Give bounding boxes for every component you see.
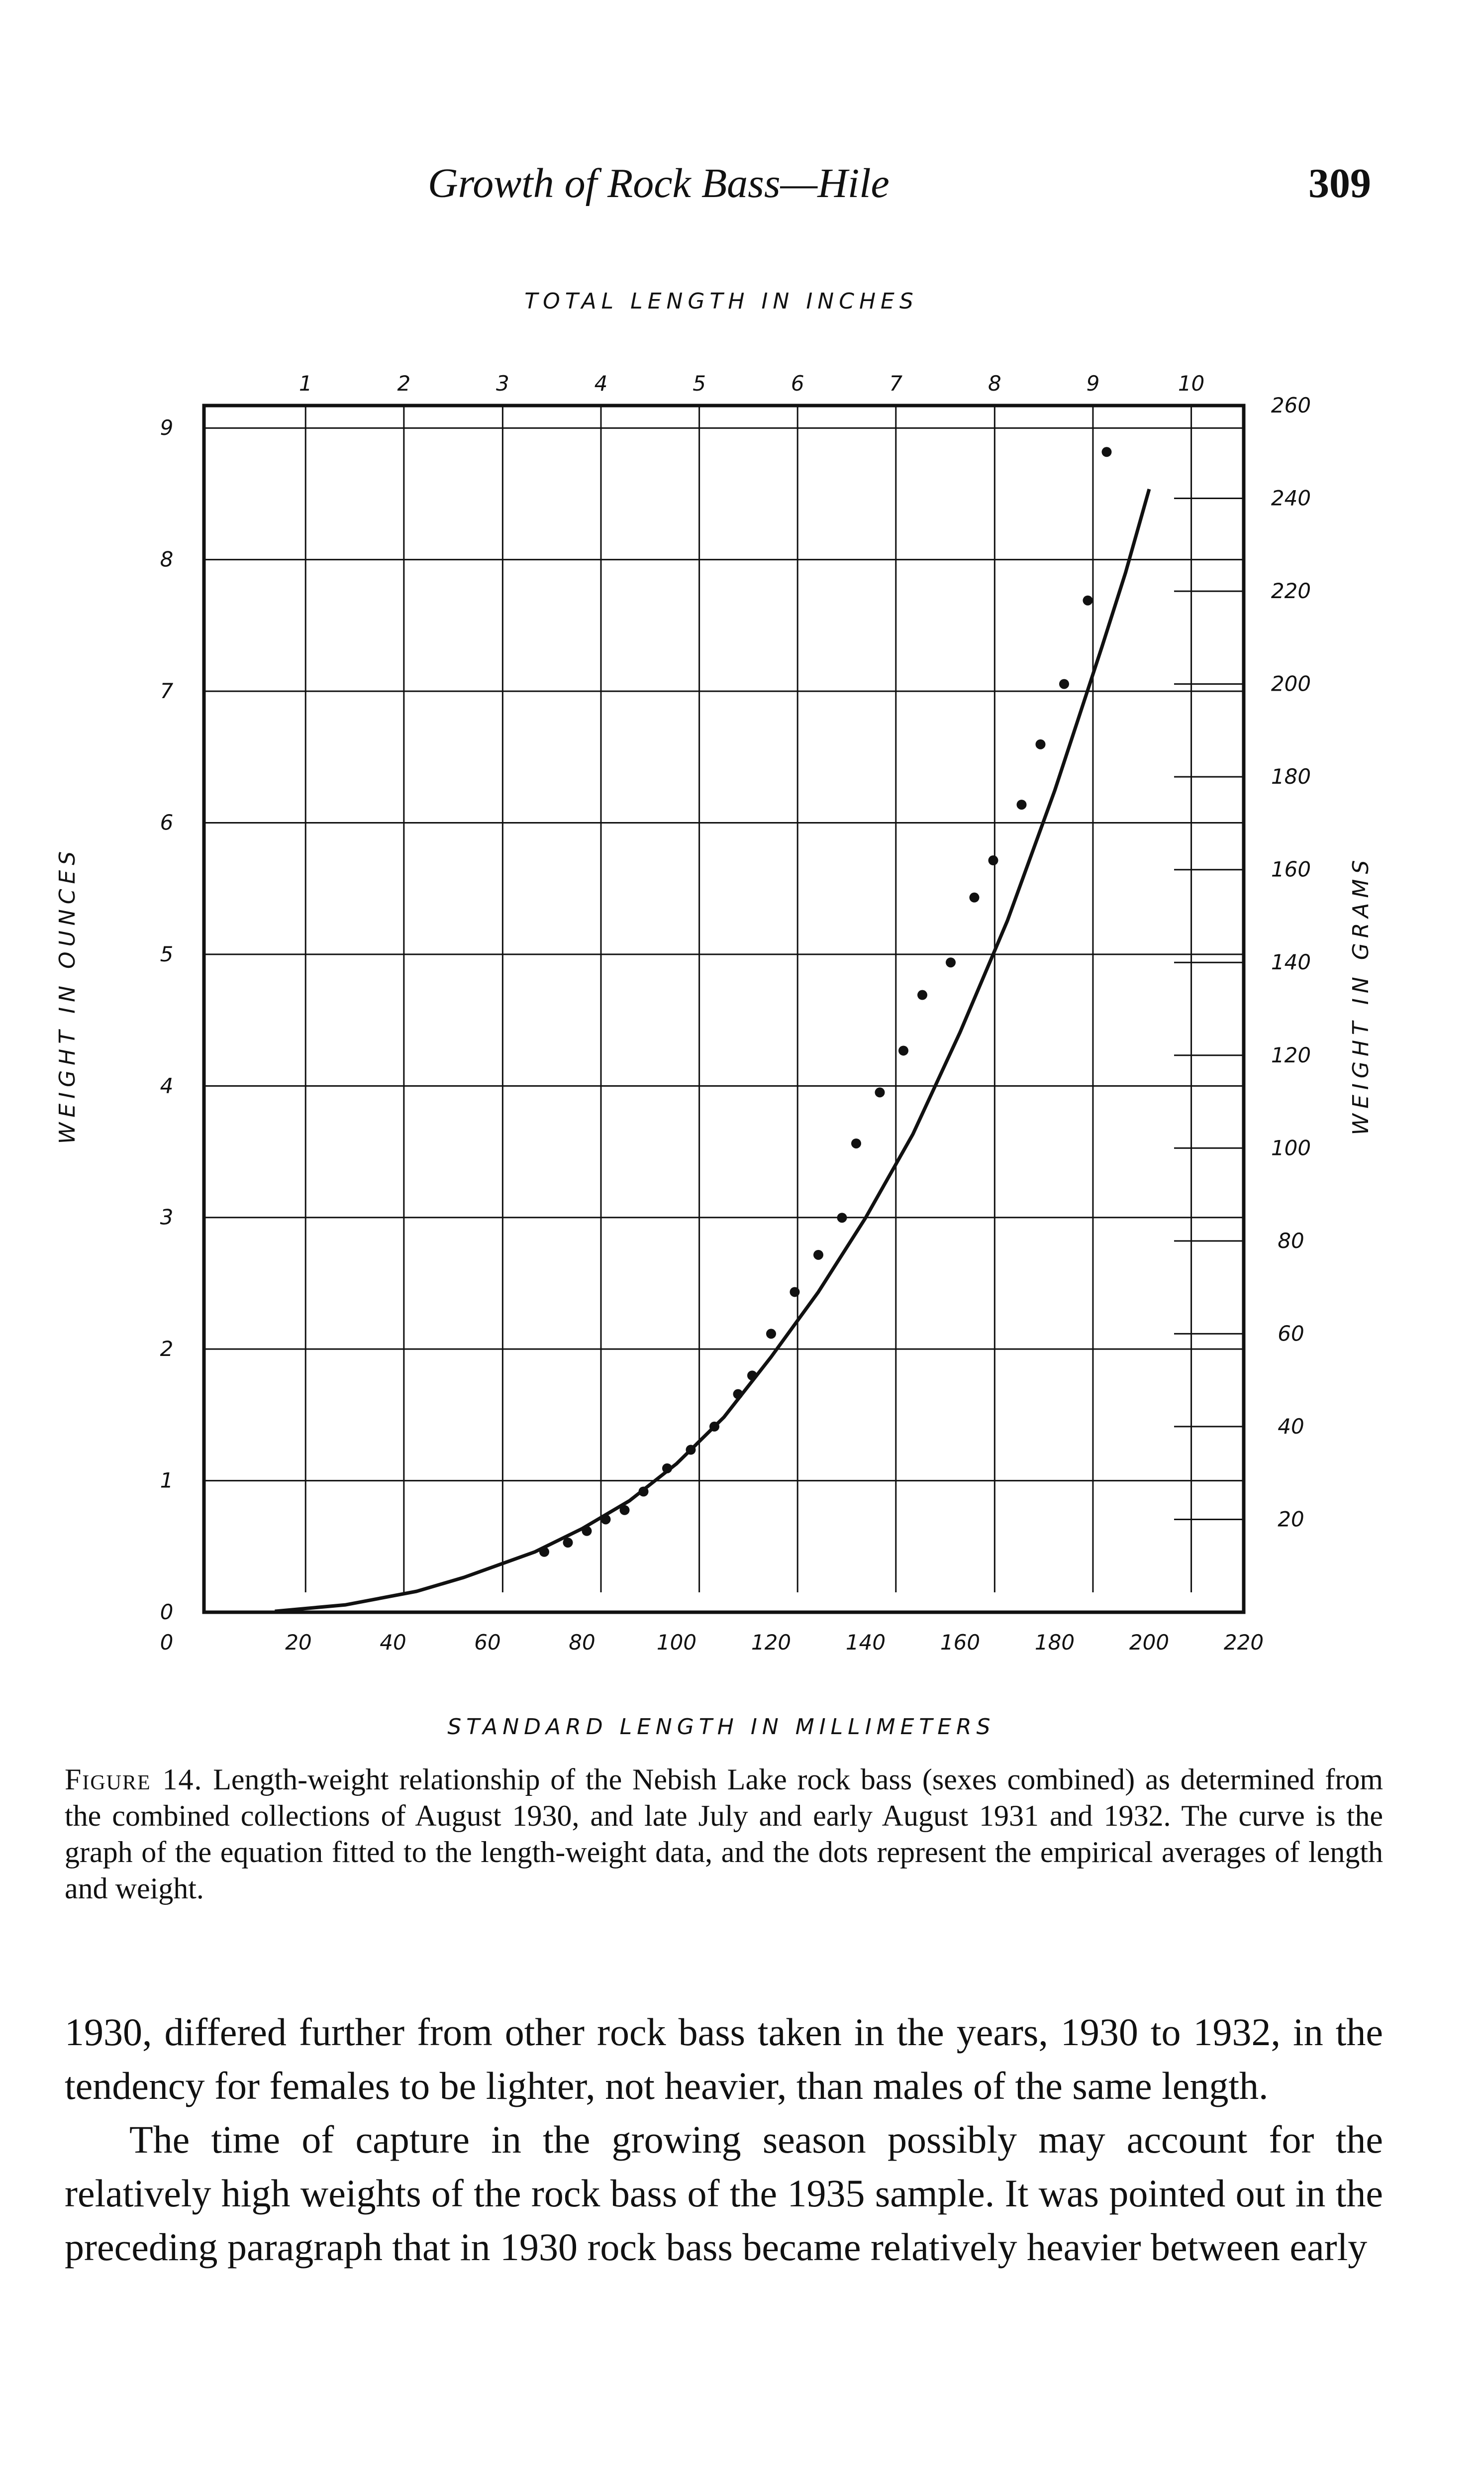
top-tick-label: 9 [1086, 371, 1100, 396]
right-tick-label: 40 [1278, 1414, 1304, 1439]
plot-frame [204, 406, 1244, 1612]
data-point [601, 1514, 611, 1524]
data-point [747, 1370, 757, 1380]
top-tick-label: 7 [889, 371, 903, 396]
top-tick-label: 2 [397, 371, 411, 396]
bottom-tick-label: 180 [1034, 1630, 1075, 1655]
bottom-tick-label: 100 [656, 1630, 697, 1655]
data-point [709, 1422, 719, 1432]
data-point [790, 1287, 800, 1297]
tick-labels-group [160, 371, 1311, 1655]
data-point [620, 1505, 630, 1515]
left-tick-label: 6 [160, 810, 174, 835]
data-point [970, 893, 980, 903]
right-tick-label: 220 [1271, 579, 1311, 604]
bottom-tick-label: 20 [285, 1630, 312, 1655]
left-tick-label: 7 [160, 679, 174, 704]
chart-grid [204, 406, 1244, 1592]
right-tick-label: 20 [1278, 1507, 1304, 1532]
data-point [946, 957, 956, 967]
bottom-tick-label: 160 [940, 1630, 981, 1655]
data-point [813, 1250, 823, 1260]
right-tick-label: 120 [1271, 1042, 1311, 1067]
page-number: 309 [1308, 160, 1371, 207]
left-tick-label: 2 [160, 1337, 174, 1361]
left-tick-label: 9 [160, 415, 174, 440]
bottom-tick-label: 0 [160, 1630, 174, 1655]
figure-caption [65, 1762, 1383, 1907]
data-point [1017, 800, 1027, 810]
top-tick-label: 1 [298, 371, 312, 396]
body-paragraph-2: The time of capture in the growing season possibly may account for the relatively high weights of the rock bass of the 1935 sample. It was pointed out in the preceding paragraph that in 1930 rock bass became relatively heavier between early [65, 2118, 1383, 2269]
data-point [1036, 739, 1046, 749]
right-tick-label: 260 [1271, 393, 1311, 417]
top-axis-label: TOTAL LENGTH IN INCHES [524, 289, 918, 314]
left-tick-label: 3 [160, 1205, 174, 1230]
right-tick-label: 200 [1271, 671, 1311, 696]
data-point [539, 1547, 549, 1557]
data-point [766, 1329, 776, 1339]
right-tick-label: 180 [1271, 764, 1311, 789]
bottom-tick-label: 60 [474, 1630, 501, 1655]
bottom-tick-label: 200 [1129, 1630, 1170, 1655]
data-point [898, 1045, 908, 1055]
fitted-curve-group [275, 489, 1150, 1611]
running-head [0, 149, 1484, 207]
data-point [1083, 596, 1093, 606]
length-weight-chart [0, 269, 1484, 1762]
data-point [582, 1526, 592, 1536]
right-tick-label: 240 [1271, 486, 1311, 511]
bottom-axis-label: STANDARD LENGTH IN MILLIMETERS [447, 1714, 995, 1740]
caption-text: Length-weight relationship of the Nebish Lake rock bass (sexes combined) as determined from the combined collections of August 1930, and late July and early August 1931 and 1932. The curve is the graph of the equation fitted to the length-weight data, and the dots represent the empirical averages of length and weight. [65, 1763, 1383, 1905]
right-tick-label: 80 [1278, 1228, 1304, 1253]
data-point [686, 1445, 696, 1455]
left-tick-label: 4 [160, 1073, 174, 1098]
top-tick-label: 5 [693, 371, 706, 396]
top-tick-label: 8 [988, 371, 1001, 396]
right-tick-label: 140 [1271, 950, 1311, 975]
right-tick-label: 160 [1271, 857, 1311, 882]
left-tick-label: 8 [160, 547, 174, 572]
bottom-tick-label: 140 [845, 1630, 886, 1655]
data-point [563, 1538, 573, 1548]
right-tick-label: 60 [1278, 1321, 1304, 1346]
top-tick-label: 4 [594, 371, 608, 396]
left-tick-label: 1 [160, 1468, 174, 1493]
data-point [917, 990, 927, 1000]
bottom-tick-label: 120 [751, 1630, 791, 1655]
bottom-tick-label: 40 [380, 1630, 406, 1655]
data-point [1102, 447, 1112, 457]
right-axis-label: WEIGHT IN GRAMS [1348, 855, 1374, 1136]
data-point [1059, 679, 1069, 689]
data-point [733, 1389, 743, 1399]
data-point [639, 1487, 649, 1497]
body-text [65, 2005, 1383, 2274]
top-tick-label: 6 [791, 371, 804, 396]
bottom-tick-label: 220 [1223, 1630, 1264, 1655]
data-point [837, 1213, 847, 1223]
body-paragraph-1: 1930, differed further from other rock bass taken in the years, 1930 to 1932, in the tendency for females to be lighter, not heavier, than males of the same length. [65, 2010, 1383, 2107]
left-tick-label: 5 [160, 941, 174, 966]
data-point [875, 1087, 885, 1097]
top-tick-label: 3 [496, 371, 509, 396]
data-point [989, 855, 998, 865]
right-tick-label: 100 [1271, 1136, 1311, 1160]
data-point [851, 1139, 861, 1148]
data-points-group [539, 447, 1112, 1556]
bottom-tick-label: 80 [569, 1630, 595, 1655]
figure-label: Figure 14. [65, 1763, 203, 1796]
data-point [662, 1463, 672, 1473]
top-tick-label: 10 [1178, 371, 1205, 396]
left-tick-label: 0 [160, 1600, 174, 1624]
fitted-curve [275, 489, 1150, 1611]
left-axis-label: WEIGHT IN OUNCES [55, 846, 80, 1144]
running-title: Growth of Rock Bass—Hile [428, 160, 890, 207]
